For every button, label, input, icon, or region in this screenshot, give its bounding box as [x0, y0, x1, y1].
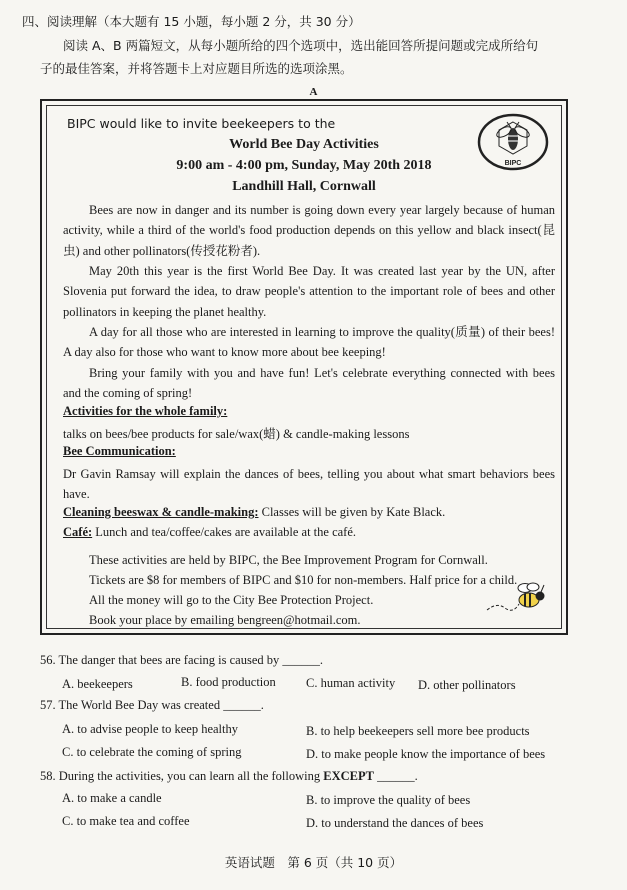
cleaning-line: [63, 505, 445, 520]
q58-option-b: B. to improve the quality of bees: [306, 793, 471, 807]
instruction-line-2: 子的最佳答案，并将答题卡上对应题目所选的选项涂黑。: [40, 61, 353, 76]
q57-option-c: C. to celebrate the coming of spring: [62, 745, 242, 759]
q58-stem-start: 58. During the activities, you can learn all the following: [40, 769, 324, 783]
paragraph-1: Bees are now in danger and its number is going down every year largely because of human activity, while a third of the world's food production depends on this yellow and black insect(昆虫) and other pollinators(传授花粉者).: [63, 203, 555, 258]
paragraph-4: Bring your family with you and have fun! Let's celebrate everything connected with bees and the coming of spring!: [63, 366, 555, 401]
money-text: All the money will go to the City Bee Protection Project.: [89, 593, 374, 607]
question-56: 56. The danger that bees are facing is caused by ______.: [40, 653, 324, 667]
cafe-heading: Café:: [63, 525, 93, 539]
tickets-text: Tickets are $8 for members of BIPC and $10 for non-members. Half price for a child.: [89, 573, 518, 587]
section-heading: 四、阅读理解（本大题有 15 小题，每小题 2 分，共 30 分）: [22, 14, 361, 29]
q57-option-a: A. to advise people to keep healthy: [62, 722, 238, 736]
instruction-line-1: 阅读 A、B 两篇短文，从每小题所给的四个选项中，选出能回答所提问题或完成所给句: [63, 38, 539, 53]
q57-option-d: D. to make people know the importance of bees: [306, 747, 546, 761]
activities-text: talks on bees/bee products for sale/wax(蜡) & candle-making lessons: [63, 427, 410, 441]
bee-icon: [485, 576, 547, 620]
notice-inner-border: [46, 105, 562, 629]
q58-option-a: A. to make a candle: [62, 791, 162, 805]
event-time: 9:00 am - 4:00 pm, Sunday, May 20th 2018: [176, 158, 432, 173]
booking-text: Book your place by emailing bengreen@hotmail.com.: [89, 613, 361, 627]
q56-option-d: D. other pollinators: [418, 678, 516, 692]
q56-option-a: A. beekeepers: [62, 677, 133, 691]
held-by-text: These activities are held by BIPC, the Bee Improvement Program for Cornwall.: [89, 553, 488, 567]
cafe-text: Lunch and tea/coffee/cakes are available at the café.: [92, 525, 356, 539]
passage-label: A: [309, 86, 318, 98]
logo-text: BIPC: [504, 160, 522, 167]
q58-option-c: C. to make tea and coffee: [62, 814, 190, 828]
q58-option-d: D. to understand the dances of bees: [306, 816, 484, 830]
cafe-line: [63, 525, 356, 540]
event-title: World Bee Day Activities: [229, 137, 379, 152]
activities-heading: Activities for the whole family:: [63, 404, 228, 418]
question-58: [40, 769, 418, 784]
page-footer: 英语试题 第 6 页（共 10 页）: [224, 855, 403, 870]
q56-option-b: B. food production: [181, 675, 276, 689]
q56-option-c: C. human activity: [306, 676, 396, 690]
q58-except: EXCEPT: [323, 769, 374, 783]
paragraph-3: A day for all those who are interested in learning to improve the quality(质量) of their bees! A day also for those who want to know more about bee keeping!: [63, 325, 555, 360]
cleaning-text: Classes will be given by Kate Black.: [258, 505, 446, 519]
question-57: 57. The World Bee Day was created ______.: [40, 698, 264, 712]
communication-text: Dr Gavin Ramsay will explain the dances of bees, telling you about what smart behaviors bees have.: [63, 467, 555, 502]
event-place: Landhill Hall, Cornwall: [232, 179, 376, 194]
cleaning-heading: Cleaning beeswax & candle-making:: [63, 505, 259, 519]
communication-heading: Bee Communication:: [63, 444, 176, 458]
q58-stem-end: ______.: [373, 769, 418, 783]
invite-line: BIPC would like to invite beekeepers to the: [67, 116, 336, 131]
notice-box: [40, 99, 568, 635]
paragraph-2: May 20th this year is the first World Bee Day. It was created last year by the UN, after Slovenia put forward the idea, to draw people's attention to the important role of bees and other pollinators in keeping the planet healthy.: [63, 264, 555, 319]
q57-option-b: B. to help beekeepers sell more bee products: [306, 724, 530, 738]
